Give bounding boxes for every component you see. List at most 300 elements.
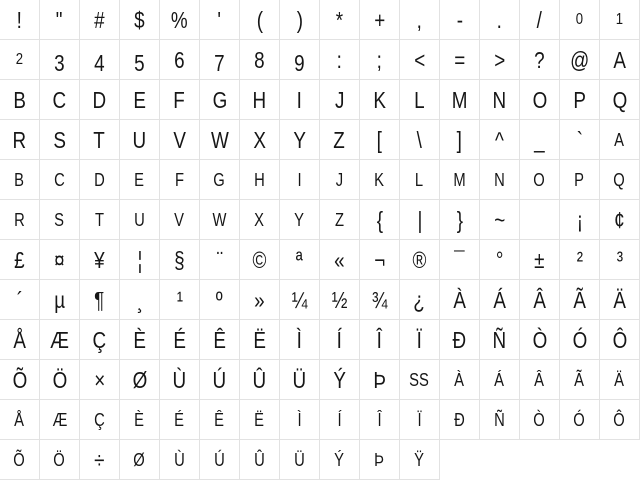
glyph-cell[interactable] <box>480 40 520 80</box>
glyph: ' <box>217 7 222 33</box>
glyph: ¥ <box>94 247 105 273</box>
glyph-cell[interactable] <box>520 400 560 440</box>
glyph: Þ <box>374 450 385 470</box>
glyph-cell[interactable] <box>120 160 160 200</box>
glyph: U <box>132 127 147 153</box>
glyph: Ú <box>212 367 227 393</box>
glyph-cell[interactable] <box>200 280 240 320</box>
glyph: Ñ <box>494 410 505 430</box>
glyph-cell[interactable] <box>240 240 280 280</box>
glyph-cell[interactable] <box>520 240 560 280</box>
glyph-cell[interactable] <box>240 0 280 40</box>
glyph: N <box>494 170 505 190</box>
glyph-cell[interactable] <box>320 360 360 400</box>
glyph-cell[interactable] <box>320 400 360 440</box>
glyph-cell[interactable] <box>160 360 200 400</box>
glyph-cell[interactable] <box>160 280 200 320</box>
glyph-cell[interactable] <box>480 0 520 40</box>
glyph: Z <box>333 127 346 153</box>
glyph-cell[interactable] <box>560 80 600 120</box>
glyph: T <box>93 127 106 153</box>
glyph: | <box>417 207 422 233</box>
glyph-cell[interactable] <box>320 280 360 320</box>
glyph: Ä <box>613 287 626 313</box>
glyph-cell[interactable] <box>320 40 360 80</box>
glyph-cell[interactable] <box>360 0 400 40</box>
glyph: K <box>373 87 386 113</box>
glyph: Ð <box>452 327 467 353</box>
glyph-cell[interactable] <box>520 0 560 40</box>
glyph-cell[interactable] <box>120 400 160 440</box>
glyph: Ä <box>614 370 625 390</box>
glyph: . <box>496 7 503 33</box>
glyph-cell[interactable] <box>520 80 560 120</box>
glyph-row <box>0 200 640 240</box>
glyph-cell[interactable] <box>120 120 160 160</box>
glyph: 9 <box>294 50 305 76</box>
glyph-cell[interactable] <box>0 160 40 200</box>
glyph-cell[interactable] <box>160 240 200 280</box>
glyph-cell[interactable] <box>440 200 480 240</box>
glyph-cell[interactable] <box>40 360 80 400</box>
glyph-cell[interactable] <box>240 80 280 120</box>
glyph-cell[interactable] <box>360 280 400 320</box>
glyph-cell[interactable] <box>600 80 640 120</box>
glyph-cell[interactable] <box>320 120 360 160</box>
glyph-cell[interactable] <box>480 320 520 360</box>
glyph: Ì <box>296 327 303 353</box>
glyph-cell[interactable] <box>320 160 360 200</box>
glyph-cell[interactable] <box>120 440 160 480</box>
glyph: H <box>254 170 265 190</box>
glyph-cell[interactable] <box>0 280 40 320</box>
glyph-cell[interactable] <box>200 120 240 160</box>
glyph: Ë <box>253 327 266 353</box>
glyph-cell[interactable] <box>0 360 40 400</box>
glyph: ( <box>256 7 263 33</box>
glyph-cell[interactable] <box>520 160 560 200</box>
glyph: Í <box>336 327 343 353</box>
glyph-cell[interactable] <box>360 440 400 480</box>
glyph-cell[interactable] <box>560 0 600 40</box>
glyph: ; <box>376 47 383 73</box>
glyph: µ <box>54 287 65 313</box>
glyph: Ü <box>292 367 307 393</box>
glyph: Ì <box>297 410 302 430</box>
glyph-cell[interactable] <box>600 360 640 400</box>
glyph: H <box>252 87 267 113</box>
glyph-cell[interactable] <box>440 160 480 200</box>
glyph-cell[interactable] <box>360 80 400 120</box>
glyph: 6 <box>174 47 185 73</box>
glyph-cell[interactable] <box>0 120 40 160</box>
glyph: K <box>374 170 385 190</box>
glyph-cell[interactable] <box>280 160 320 200</box>
glyph-cell[interactable] <box>80 320 120 360</box>
glyph-cell[interactable] <box>80 360 120 400</box>
glyph-cell[interactable] <box>40 440 80 480</box>
glyph-cell[interactable] <box>0 0 40 40</box>
glyph-cell[interactable] <box>440 0 480 40</box>
glyph-cell[interactable] <box>80 280 120 320</box>
glyph-cell[interactable] <box>40 280 80 320</box>
glyph: × <box>93 367 106 393</box>
glyph: J <box>334 87 345 113</box>
glyph: É <box>174 410 185 430</box>
glyph-cell[interactable] <box>400 120 440 160</box>
glyph-cell[interactable] <box>400 240 440 280</box>
glyph-cell[interactable] <box>160 0 200 40</box>
glyph: Ë <box>254 410 265 430</box>
glyph-cell[interactable] <box>200 160 240 200</box>
glyph-cell[interactable] <box>400 280 440 320</box>
glyph-cell[interactable] <box>200 240 240 280</box>
glyph-cell[interactable] <box>400 0 440 40</box>
glyph: B <box>13 87 26 113</box>
glyph-cell[interactable] <box>40 120 80 160</box>
glyph: O <box>533 170 546 190</box>
glyph-cell[interactable] <box>120 240 160 280</box>
glyph: + <box>373 7 386 33</box>
glyph: Ö <box>53 450 66 470</box>
glyph-cell[interactable] <box>240 280 280 320</box>
glyph-cell[interactable] <box>440 360 480 400</box>
glyph-cell[interactable] <box>600 320 640 360</box>
glyph-cell[interactable] <box>120 0 160 40</box>
glyph: Ù <box>174 450 185 470</box>
glyph: Ô <box>612 327 627 353</box>
glyph: § <box>174 247 185 273</box>
glyph-cell[interactable] <box>560 320 600 360</box>
glyph-cell[interactable] <box>200 40 240 80</box>
glyph: F <box>174 170 185 190</box>
glyph-cell[interactable] <box>560 200 600 240</box>
glyph-cell[interactable] <box>480 80 520 120</box>
glyph-cell[interactable] <box>440 240 480 280</box>
glyph-cell[interactable] <box>80 0 120 40</box>
glyph-cell[interactable] <box>600 200 640 240</box>
glyph: A <box>614 130 625 150</box>
glyph-cell[interactable] <box>520 200 560 240</box>
glyph-cell[interactable] <box>280 40 320 80</box>
glyph-cell[interactable] <box>520 320 560 360</box>
glyph-cell[interactable] <box>80 240 120 280</box>
glyph: ¬ <box>373 247 386 273</box>
glyph: M <box>453 170 466 190</box>
glyph-cell[interactable] <box>120 80 160 120</box>
glyph: ´ <box>16 287 23 313</box>
glyph: Ú <box>214 450 225 470</box>
glyph-cell[interactable] <box>280 280 320 320</box>
glyph: M <box>451 87 468 113</box>
glyph: W <box>212 210 227 230</box>
glyph: À <box>454 370 465 390</box>
glyph-cell[interactable] <box>160 320 200 360</box>
glyph-cell[interactable] <box>0 200 40 240</box>
glyph: Q <box>613 170 626 190</box>
glyph: - <box>456 7 463 33</box>
glyph: ¼ <box>291 287 308 313</box>
glyph-cell[interactable] <box>120 40 160 80</box>
glyph: Â <box>534 370 545 390</box>
glyph-cell[interactable] <box>400 80 440 120</box>
glyph: ^ <box>495 127 504 153</box>
glyph-cell[interactable] <box>440 320 480 360</box>
glyph: Z <box>334 210 345 230</box>
glyph-cell[interactable] <box>240 440 280 480</box>
glyph-row <box>0 240 640 280</box>
glyph-cell[interactable] <box>160 400 200 440</box>
glyph-cell[interactable] <box>200 200 240 240</box>
glyph-cell[interactable] <box>0 320 40 360</box>
glyph-cell[interactable] <box>360 200 400 240</box>
glyph-cell[interactable] <box>360 240 400 280</box>
glyph-cell[interactable] <box>560 160 600 200</box>
glyph-cell[interactable] <box>80 440 120 480</box>
glyph-cell[interactable] <box>40 0 80 40</box>
glyph-cell[interactable] <box>40 160 80 200</box>
glyph-cell[interactable] <box>280 120 320 160</box>
glyph: X <box>254 210 265 230</box>
glyph-cell[interactable] <box>80 160 120 200</box>
glyph-cell[interactable] <box>240 200 280 240</box>
glyph-row <box>0 120 640 160</box>
glyph: 8 <box>254 47 265 73</box>
glyph-cell[interactable] <box>480 360 520 400</box>
glyph: Í <box>337 410 342 430</box>
glyph-cell[interactable] <box>280 360 320 400</box>
glyph: Õ <box>13 450 26 470</box>
glyph: Û <box>252 367 267 393</box>
glyph-row <box>0 160 640 200</box>
glyph-cell[interactable] <box>520 360 560 400</box>
glyph-cell[interactable] <box>200 360 240 400</box>
glyph-cell[interactable] <box>240 360 280 400</box>
glyph-cell[interactable] <box>360 40 400 80</box>
glyph-cell[interactable] <box>320 440 360 480</box>
glyph-cell[interactable] <box>600 0 640 40</box>
glyph-cell[interactable] <box>360 120 400 160</box>
glyph: ½ <box>331 287 348 313</box>
glyph-cell[interactable] <box>120 200 160 240</box>
glyph-cell[interactable] <box>440 120 480 160</box>
glyph-cell[interactable] <box>200 400 240 440</box>
glyph-cell[interactable] <box>160 40 200 80</box>
glyph-cell[interactable] <box>400 440 440 480</box>
glyph-cell[interactable] <box>480 120 520 160</box>
glyph-cell[interactable] <box>40 40 80 80</box>
glyph-cell[interactable] <box>400 160 440 200</box>
glyph-cell[interactable] <box>120 360 160 400</box>
glyph-cell[interactable] <box>560 400 600 440</box>
glyph-cell[interactable] <box>0 240 40 280</box>
glyph-cell[interactable] <box>440 40 480 80</box>
glyph: Ü <box>294 450 305 470</box>
glyph-cell[interactable] <box>280 0 320 40</box>
glyph-cell[interactable] <box>280 440 320 480</box>
glyph: > <box>493 47 506 73</box>
glyph: Ó <box>572 327 587 353</box>
glyph-cell[interactable] <box>160 160 200 200</box>
glyph-cell[interactable] <box>560 120 600 160</box>
glyph: ¦ <box>137 247 142 273</box>
glyph: Û <box>254 450 265 470</box>
glyph: G <box>212 87 227 113</box>
glyph-cell[interactable] <box>480 240 520 280</box>
glyph-cell[interactable] <box>240 160 280 200</box>
glyph-cell[interactable] <box>360 360 400 400</box>
glyph: Ç <box>92 327 107 353</box>
glyph-cell[interactable] <box>40 240 80 280</box>
glyph-cell[interactable] <box>400 400 440 440</box>
glyph: ¿ <box>413 287 426 313</box>
glyph-cell[interactable] <box>360 400 400 440</box>
glyph: Q <box>612 87 627 113</box>
glyph-cell[interactable] <box>320 320 360 360</box>
glyph-cell[interactable] <box>0 80 40 120</box>
glyph-cell[interactable] <box>200 80 240 120</box>
glyph-cell[interactable] <box>480 280 520 320</box>
glyph: SS <box>409 370 430 390</box>
glyph-cell[interactable] <box>40 320 80 360</box>
glyph: % <box>171 7 188 33</box>
glyph: , <box>416 7 423 33</box>
glyph-cell[interactable] <box>200 320 240 360</box>
glyph: P <box>573 87 586 113</box>
glyph-cell[interactable] <box>80 120 120 160</box>
glyph: Ö <box>52 367 67 393</box>
glyph-cell[interactable] <box>240 400 280 440</box>
glyph: Ò <box>532 327 547 353</box>
glyph: I <box>297 170 302 190</box>
glyph-cell[interactable] <box>0 440 40 480</box>
glyph-cell[interactable] <box>440 280 480 320</box>
glyph: * <box>335 7 344 33</box>
glyph: ¹ <box>176 287 183 313</box>
glyph-cell[interactable] <box>160 80 200 120</box>
glyph-cell[interactable] <box>240 320 280 360</box>
glyph: W <box>210 127 229 153</box>
glyph-cell[interactable] <box>320 0 360 40</box>
glyph-cell[interactable] <box>40 80 80 120</box>
glyph-cell[interactable] <box>440 80 480 120</box>
glyph: 1 <box>615 11 624 28</box>
glyph-cell[interactable] <box>160 440 200 480</box>
glyph-cell[interactable] <box>80 400 120 440</box>
glyph-cell[interactable] <box>600 240 640 280</box>
glyph-cell[interactable] <box>320 240 360 280</box>
glyph-cell[interactable] <box>400 40 440 80</box>
glyph: 4 <box>94 50 105 76</box>
glyph-cell[interactable] <box>440 400 480 440</box>
glyph-cell[interactable] <box>40 200 80 240</box>
glyph: V <box>174 210 185 230</box>
glyph-cell[interactable] <box>600 160 640 200</box>
glyph-cell[interactable] <box>560 280 600 320</box>
glyph-cell[interactable] <box>200 440 240 480</box>
glyph: ] <box>456 127 463 153</box>
glyph-cell[interactable] <box>600 40 640 80</box>
glyph-cell[interactable] <box>520 120 560 160</box>
glyph-cell[interactable] <box>600 280 640 320</box>
glyph: O <box>532 87 547 113</box>
glyph: Î <box>377 410 382 430</box>
glyph: Ê <box>213 327 226 353</box>
glyph-cell[interactable] <box>80 80 120 120</box>
glyph: Æ <box>50 327 69 353</box>
glyph-cell[interactable] <box>360 320 400 360</box>
glyph-cell[interactable] <box>480 200 520 240</box>
glyph-cell[interactable] <box>240 40 280 80</box>
glyph-cell[interactable] <box>80 40 120 80</box>
glyph-cell[interactable] <box>280 200 320 240</box>
glyph: © <box>252 247 267 273</box>
glyph: ! <box>16 7 23 33</box>
glyph-cell[interactable] <box>560 40 600 80</box>
glyph: { <box>376 207 383 233</box>
glyph: ¤ <box>54 247 65 273</box>
glyph: ~ <box>493 207 506 233</box>
glyph-cell[interactable] <box>200 0 240 40</box>
glyph-cell[interactable] <box>0 400 40 440</box>
glyph-cell[interactable] <box>560 240 600 280</box>
glyph: T <box>94 210 105 230</box>
glyph-cell[interactable] <box>480 160 520 200</box>
glyph: Á <box>493 287 506 313</box>
glyph-cell[interactable] <box>280 320 320 360</box>
glyph-cell[interactable] <box>280 400 320 440</box>
glyph-cell[interactable] <box>80 200 120 240</box>
glyph-cell[interactable] <box>520 40 560 80</box>
glyph: E <box>133 87 146 113</box>
glyph: É <box>173 327 186 353</box>
glyph-cell[interactable] <box>280 80 320 120</box>
glyph-cell[interactable] <box>120 280 160 320</box>
glyph-cell[interactable] <box>560 360 600 400</box>
glyph-cell[interactable] <box>0 40 40 80</box>
glyph: Â <box>533 287 546 313</box>
glyph-cell[interactable] <box>240 120 280 160</box>
glyph: ® <box>412 247 427 273</box>
glyph-row <box>0 400 640 440</box>
glyph-cell[interactable] <box>320 200 360 240</box>
glyph-cell[interactable] <box>40 400 80 440</box>
glyph: º <box>216 287 223 313</box>
glyph-cell[interactable] <box>160 120 200 160</box>
glyph: Y <box>293 127 306 153</box>
glyph-cell[interactable] <box>520 280 560 320</box>
glyph: ³ <box>616 247 623 273</box>
glyph-cell[interactable] <box>360 160 400 200</box>
glyph: Ã <box>573 287 586 313</box>
glyph: E <box>134 170 145 190</box>
glyph-cell[interactable] <box>400 360 440 400</box>
glyph: 2 <box>15 51 24 68</box>
glyph-cell[interactable] <box>600 120 640 160</box>
glyph-cell[interactable] <box>280 240 320 280</box>
glyph-cell[interactable] <box>160 200 200 240</box>
glyph-cell[interactable] <box>120 320 160 360</box>
glyph: " <box>56 7 63 33</box>
glyph-cell[interactable] <box>600 400 640 440</box>
glyph-cell[interactable] <box>400 200 440 240</box>
glyph-cell[interactable] <box>400 320 440 360</box>
glyph: C <box>54 170 65 190</box>
glyph: ¸ <box>136 287 143 313</box>
glyph-cell[interactable] <box>320 80 360 120</box>
glyph-cell[interactable] <box>480 400 520 440</box>
glyph-row <box>0 0 640 40</box>
